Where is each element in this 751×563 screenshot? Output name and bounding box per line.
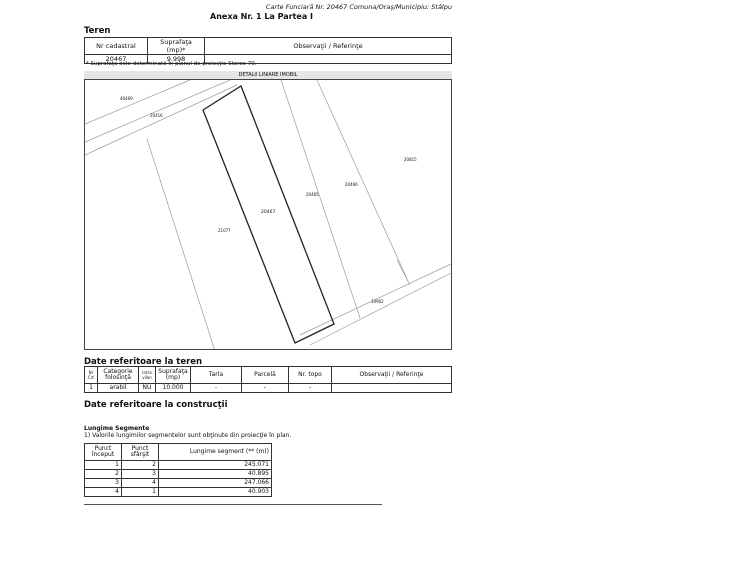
road-line-2 — [85, 80, 230, 142]
cell-categorie: arabil — [98, 384, 139, 393]
teren-footnote: * Suprafaţa este determinată în planul de proiecţie Stereo 70. — [86, 61, 257, 67]
road-south-2 — [310, 272, 452, 345]
map-label-e: 20466 — [345, 182, 358, 187]
col-intravilan: Intra vilan — [139, 367, 156, 384]
map-title: DETALII LINIARE IMOBIL — [84, 71, 452, 79]
parcel-map-drawing — [85, 80, 452, 350]
cell-intravilan: NU — [139, 384, 156, 393]
col-nr-crt: Nr Crt — [85, 367, 98, 384]
lungime-subtitle: 1) Valorile lungimilor segmentelor sunt obţinute din proiecţie în plan. — [84, 432, 292, 439]
table-row — [85, 461, 272, 470]
boundary-e1 — [281, 80, 360, 318]
col-tarla: Tarla — [191, 367, 242, 384]
boundary-west — [147, 139, 215, 350]
map-label-a: 46469 — [120, 96, 133, 101]
date-teren-table — [84, 366, 452, 393]
cell-punct-sfarsit: 1 — [122, 488, 159, 497]
col-observatii: Observaţii / Referinţe — [205, 38, 452, 55]
cell-lungime: 40.903 — [159, 488, 272, 497]
table-row — [85, 384, 452, 393]
boundary-e2 — [317, 80, 408, 281]
col-nr-topo: Nr. topo — [289, 367, 332, 384]
col-observatii-referinte: Observaţii / Referinţe — [332, 367, 452, 384]
cell-punct-inceput: 1 — [85, 461, 122, 470]
map-label-d: 20465 — [306, 192, 319, 197]
parcel-map — [84, 79, 452, 350]
col-punct-sfarsit: Punct sfârşit — [122, 444, 159, 461]
cell-observatii-referinte — [332, 384, 452, 393]
map-label-b: 20416 — [150, 113, 163, 118]
date-constructii-title: Date referitoare la construcţii — [84, 400, 228, 410]
map-label-c: 21077 — [218, 228, 231, 233]
col-nr-cadastral: Nr cadastral — [85, 38, 148, 55]
table-row — [85, 479, 272, 488]
lungime-title: Lungime Segmente — [84, 425, 150, 432]
teren-table-header — [85, 38, 452, 55]
table-row — [85, 488, 272, 497]
cell-tarla: - — [191, 384, 242, 393]
cell-punct-inceput: 3 — [85, 479, 122, 488]
col-categorie: Categorie folosinţă — [98, 367, 139, 384]
map-label-g: 14902 — [371, 299, 384, 304]
cell-parcela: - — [242, 384, 289, 393]
cell-punct-sfarsit: 2 — [122, 461, 159, 470]
teren-table — [84, 37, 452, 64]
date-teren-header — [85, 367, 452, 384]
cell-punct-sfarsit: 3 — [122, 470, 159, 479]
table-row — [85, 470, 272, 479]
anexa-title: Anexa Nr. 1 La Partea I — [210, 12, 314, 21]
road-line-1 — [85, 80, 190, 124]
road-line-3 — [85, 85, 237, 155]
lungime-table — [84, 443, 272, 497]
cell-lungime: 40.895 — [159, 470, 272, 479]
cut-off-line — [84, 504, 382, 505]
cell-suprafata-mp: 10.000 — [156, 384, 191, 393]
cell-lungime: 245.071 — [159, 461, 272, 470]
map-label-main: 20467 — [261, 210, 276, 215]
map-label-f: 20815 — [404, 157, 417, 162]
col-punct-inceput: Punct început — [85, 444, 122, 461]
lungime-header — [85, 444, 272, 461]
date-teren-title: Date referitoare la teren — [84, 357, 203, 367]
cell-punct-sfarsit: 4 — [122, 479, 159, 488]
col-suprafata: Suprafaţa (mp)* — [148, 38, 205, 55]
carte-funciara-header: Carte Funciară Nr. 20467 Comuna/Oraş/Municipiu: Stâlpu — [265, 3, 452, 11]
boundary-e3 — [397, 260, 410, 285]
cell-nr-topo: - — [289, 384, 332, 393]
cell-punct-inceput: 2 — [85, 470, 122, 479]
col-lungime-segment: Lungime segment (** (m)) — [159, 444, 272, 461]
cell-suprafata: 9.998 — [148, 55, 205, 64]
cell-lungime: 247.066 — [159, 479, 272, 488]
teren-section-title: Teren — [84, 26, 111, 36]
cell-nr-cadastral: 20467 — [85, 55, 148, 64]
col-suprafata-mp: Suprafaţa (mp) — [156, 367, 191, 384]
col-parcela: Parcelă — [242, 367, 289, 384]
cell-punct-inceput: 4 — [85, 488, 122, 497]
cell-nr-crt: 1 — [85, 384, 98, 393]
